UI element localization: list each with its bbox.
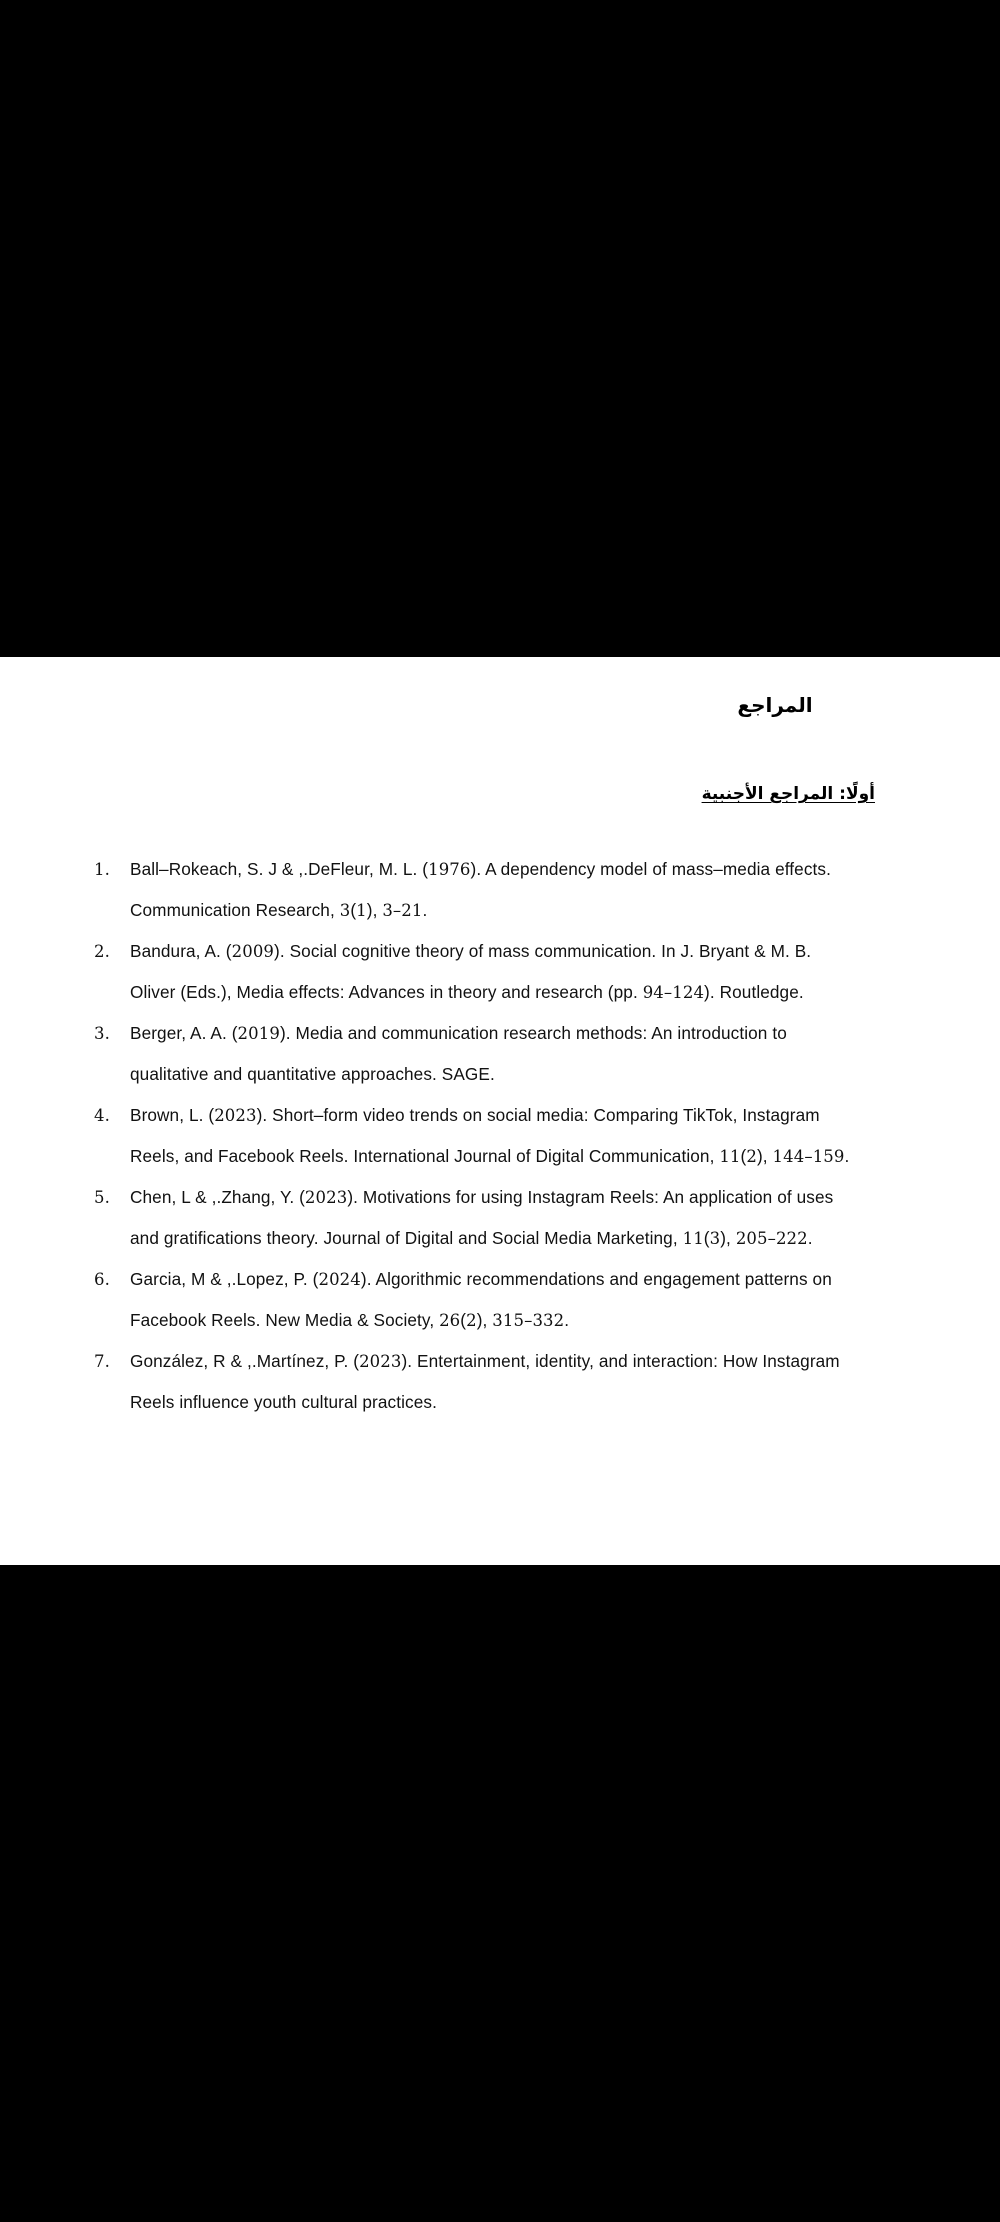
document-page bbox=[0, 657, 1000, 1565]
reference-item bbox=[92, 931, 852, 1013]
reference-item bbox=[92, 1013, 852, 1095]
reference-text: Garcia, M & ,.Lopez, P. (2024). Algorithmic recommendations and engagement patterns on Facebook Reels. New Media & Society, 26(2), 315–332. bbox=[130, 1269, 832, 1330]
reference-number: 1. bbox=[94, 860, 110, 879]
reference-number: 2. bbox=[94, 942, 110, 961]
reference-number: 7. bbox=[94, 1352, 110, 1371]
reference-text: Bandura, A. (2009). Social cognitive theory of mass communication. In J. Bryant & M. B. Oliver (Eds.), Media effects: Advances in theory and research (pp. 94–124). Routledge. bbox=[130, 941, 812, 1002]
reference-item bbox=[92, 849, 852, 931]
reference-text: Brown, L. (2023). Short–form video trends on social media: Comparing TikTok, Instagram Reels, and Facebook Reels. International Journal of Digital Communication, 11(2), 144–159. bbox=[130, 1105, 850, 1166]
reference-text: González, R & ,.Martínez, P. (2023). Entertainment, identity, and interaction: How Instagram Reels influence youth cultural practices. bbox=[130, 1351, 840, 1412]
reference-number: 6. bbox=[94, 1270, 110, 1289]
page-title: المراجع bbox=[737, 693, 813, 717]
reference-item bbox=[92, 1259, 852, 1341]
reference-text: Chen, L & ,.Zhang, Y. (2023). Motivations for using Instagram Reels: An application of uses and gratifications theory. Journal of Digital and Social Media Marketing, 11(3), 205–222. bbox=[130, 1187, 834, 1248]
reference-text: Ball–Rokeach, S. J & ,.DeFleur, M. L. (1976). A dependency model of mass–media effects. Communication Research, 3(1), 3–21. bbox=[130, 859, 831, 920]
letterbox-top bbox=[0, 0, 1000, 657]
reference-number: 4. bbox=[94, 1106, 110, 1125]
reference-number: 5. bbox=[94, 1188, 110, 1207]
reference-text: Berger, A. A. (2019). Media and communication research methods: An introduction to qualitative and quantitative approaches. SAGE. bbox=[130, 1023, 787, 1084]
section-heading-foreign-references: أولًا: المراجع الأجنبية bbox=[701, 784, 875, 805]
reference-item bbox=[92, 1341, 852, 1423]
letterbox-bottom bbox=[0, 1565, 1000, 2222]
reference-item bbox=[92, 1177, 852, 1259]
reference-item bbox=[92, 1095, 852, 1177]
reference-list bbox=[92, 849, 852, 1423]
reference-number: 3. bbox=[94, 1024, 110, 1043]
